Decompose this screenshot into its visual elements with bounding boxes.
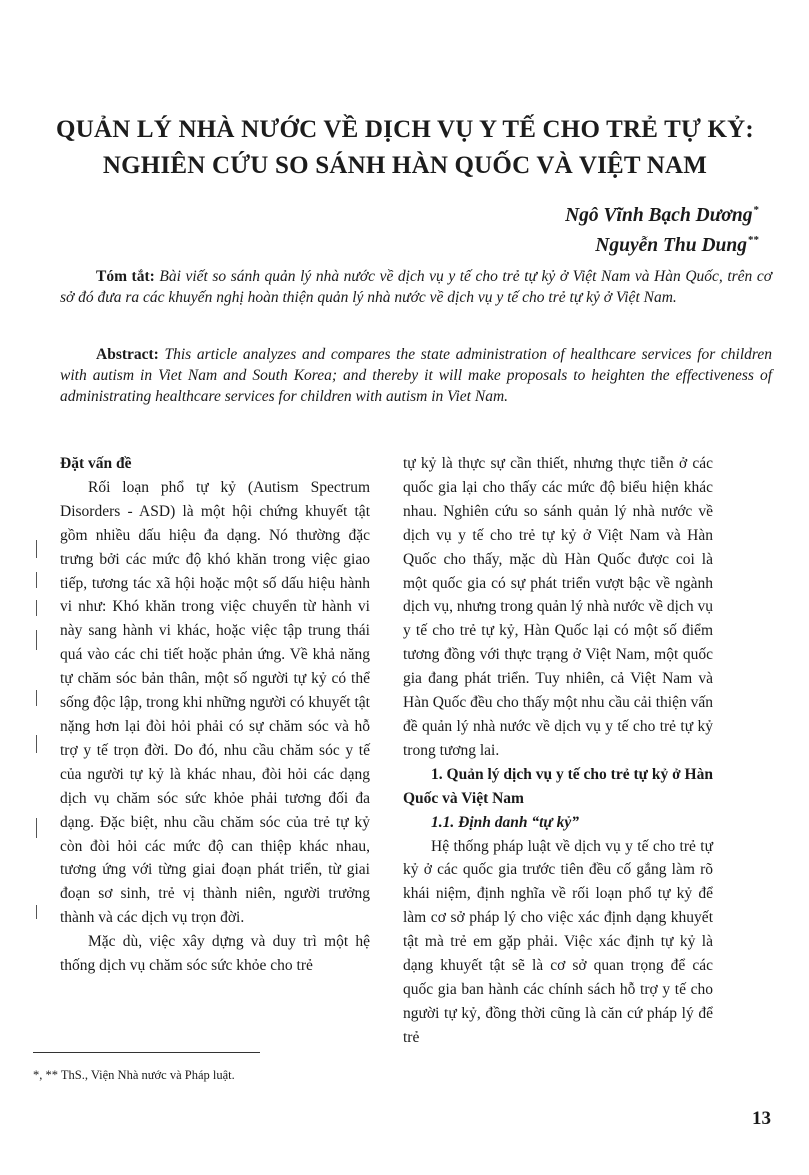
author-2-name: Nguyễn Thu Dung	[595, 235, 747, 256]
author-1-mark: *	[753, 204, 759, 216]
summary-vietnamese	[60, 266, 772, 308]
author-2	[565, 228, 759, 258]
continuation-paragraph: tự kỷ là thực sự cần thiết, nhưng thực tiễn ở các quốc gia lại cho thấy các mức độ biểu hiện khác nhau. Nghiên cứu so sánh quản lý nhà nước về dịch vụ y tế cho trẻ tự kỷ ở Việt Nam và Hàn Quốc cho thấy, mặc dù Hàn Quốc được coi là một quốc gia có sự phát triển vượt bậc về ngành dịch vụ, nhưng trong quản lý nhà nước về dịch vụ y tế cho trẻ tự kỷ, Hàn Quốc lại có một số điểm tương đồng với thực trạng ở Việt Nam, một quốc gia đang phát triển. Tuy nhiên, cả Việt Nam và Hàn Quốc đều cho thấy một nhu cầu cải thiện vấn đề quản lý nhà nước về dịch vụ y tế cho trẻ tự kỷ trong tương lai.	[403, 455, 713, 759]
title-line-2: NGHIÊN CỨU SO SÁNH HÀN QUỐC VÀ VIỆT NAM	[102, 152, 708, 179]
margin-scan-mark	[36, 540, 37, 558]
author-list	[565, 198, 759, 258]
title-line-1: QUẢN LÝ NHÀ NƯỚC VỀ DỊCH VỤ Y TẾ CHO TRẺ TỰ KỶ:	[56, 116, 754, 143]
margin-scan-mark	[36, 690, 37, 706]
page-number: 13	[752, 1108, 771, 1129]
margin-scan-mark	[36, 818, 37, 838]
article-title	[20, 112, 790, 184]
margin-scan-mark	[36, 630, 37, 650]
footnote: *, ** ThS., Viện Nhà nước và Pháp luật.	[33, 1068, 235, 1082]
margin-scan-mark	[36, 905, 37, 919]
footnote-divider	[33, 1052, 260, 1053]
right-column	[403, 452, 713, 1050]
author-1	[565, 198, 759, 228]
margin-scan-mark	[36, 600, 37, 616]
summary-en-text: This article analyzes and compares the state administration of healthcare services for children with autism in Viet Nam and South Korea; and thereby it will make proposals to heighten the effectiveness of administrating healthcare services for children with autism in Viet Nam.	[60, 346, 773, 405]
margin-scan-mark	[36, 572, 37, 588]
subsection-heading-1-1: 1.1. Định danh “tự kỷ”	[431, 813, 579, 831]
margin-scan-mark	[36, 735, 37, 753]
summary-en-label: Abstract:	[96, 346, 159, 363]
section-heading-1: 1. Quản lý dịch vụ y tế cho trẻ tự kỷ ở Hàn Quốc và Việt Nam	[403, 765, 713, 807]
intro-paragraph-1: Rối loạn phổ tự kỷ (Autism Spectrum Disorders - ASD) là một hội chứng khuyết tật gồm nhiều dấu hiệu đa dạng. Nó thường đặc trưng bởi các mức độ khó khăn trong việc giao tiếp, tương tác xã hội hoặc một số dấu hiệu hành vi như: Khó khăn trong việc chuyển từ hành vi này sang hành vi khác, hoặc việc tập trung thái quá vào các chi tiết hoặc phản ứng. Về khả năng tự chăm sóc bản thân, một số người tự kỷ có thể sống độc lập, trong khi những người có khuyết tật nặng hơn lại đòi hỏi phải có sự chăm sóc và hỗ trợ y tế trọn đời. Do đó, nhu cầu chăm sóc y tế của người tự kỷ là khác nhau, đòi hỏi các dạng dịch vụ chăm sóc sức khỏe phải tương đối đa dạng. Đặc biệt, nhu cầu chăm sóc của trẻ tự kỷ còn đòi hỏi các mức độ can thiệp khác nhau, tương ứng với từng giai đoạn phát triển, từ giai đoạn sơ sinh, trẻ vị thành niên, người trưởng thành và các dịch vụ trọn đời.	[60, 478, 370, 927]
left-column	[60, 452, 370, 978]
section-paragraph-1: Hệ thống pháp luật về dịch vụ y tế cho trẻ tự kỷ ở các quốc gia trước tiên đều cố gắng làm rõ khái niệm, định nghĩa về rối loạn phổ tự kỷ để làm cơ sở pháp lý cho việc xác định dạng khuyết tật mà trẻ em gặp phải. Việc xác định tự kỷ là dạng khuyết tật sẽ là cơ sở quan trọng để các quốc gia ban hành các chính sách hỗ trợ y tế cho người tự kỷ, đồng thời cũng là căn cứ pháp lý để trẻ	[403, 837, 713, 1046]
author-2-mark: **	[748, 234, 759, 246]
summary-vi-text: Bài viết so sánh quản lý nhà nước về dịch vụ y tế cho trẻ tự kỷ ở Việt Nam và Hàn Quốc, trên cơ sở đó đưa ra các khuyến nghị hoàn thiện quản lý nhà nước về dịch vụ y tế cho trẻ tự kỷ ở Việt Nam.	[60, 268, 772, 306]
intro-heading: Đặt vấn đề	[60, 455, 132, 472]
summary-english	[60, 344, 772, 407]
intro-paragraph-2: Mặc dù, việc xây dựng và duy trì một hệ thống dịch vụ chăm sóc sức khỏe cho trẻ	[60, 933, 370, 975]
author-1-name: Ngô Vĩnh Bạch Dương	[565, 205, 753, 226]
summary-vi-label: Tóm tắt:	[96, 268, 155, 285]
